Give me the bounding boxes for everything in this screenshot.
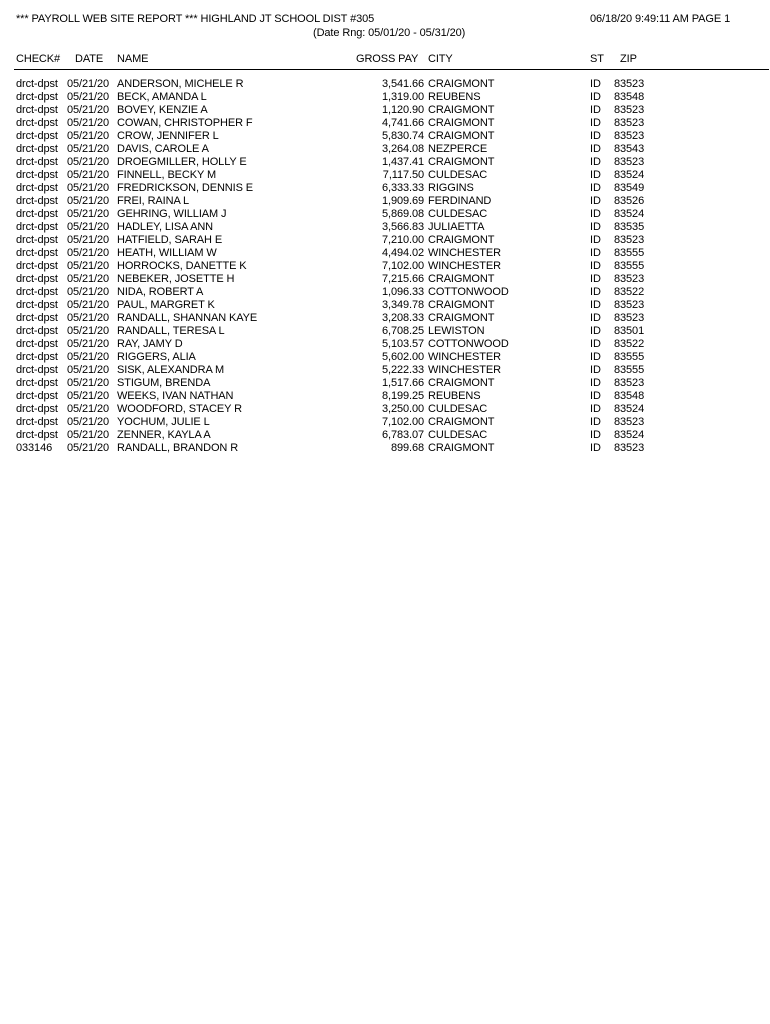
cell-city: CRAIGMONT <box>428 273 495 285</box>
table-row <box>0 234 770 247</box>
cell-name: HEATH, WILLIAM W <box>117 247 217 259</box>
cell-name: FREDRICKSON, DENNIS E <box>117 182 254 194</box>
table-row <box>0 195 770 208</box>
cell-gross-pay: 4,741.66 <box>381 117 424 129</box>
cell-state: ID <box>590 143 601 155</box>
report-timestamp: 06/18/20 9:49:11 AM PAGE 1 <box>590 13 731 25</box>
cell-name: RANDALL, TERESA L <box>117 325 225 337</box>
cell-state: ID <box>590 273 601 285</box>
cell-date: 05/21/20 <box>67 442 110 454</box>
cell-state: ID <box>590 312 601 324</box>
cell-city: NEZPERCE <box>428 143 488 155</box>
cell-city: CRAIGMONT <box>428 416 495 428</box>
cell-zip: 83523 <box>614 78 645 90</box>
cell-gross-pay: 3,541.66 <box>381 78 424 90</box>
cell-state: ID <box>590 156 601 168</box>
cell-check: drct-dpst <box>16 429 58 441</box>
cell-zip: 83548 <box>614 91 645 103</box>
cell-name: WEEKS, IVAN NATHAN <box>117 390 234 402</box>
cell-check: drct-dpst <box>16 247 58 259</box>
cell-city: CULDESAC <box>428 403 488 415</box>
report-date-range: (Date Rng: 05/01/20 - 05/31/20) <box>313 27 466 39</box>
table-row <box>0 130 770 143</box>
cell-check: 033146 <box>16 442 53 454</box>
table-row <box>0 117 770 130</box>
cell-city: CRAIGMONT <box>428 117 495 129</box>
cell-gross-pay: 6,333.33 <box>381 182 424 194</box>
cell-date: 05/21/20 <box>67 429 110 441</box>
cell-check: drct-dpst <box>16 260 58 272</box>
cell-name: NEBEKER, JOSETTE H <box>117 273 235 285</box>
cell-check: drct-dpst <box>16 286 58 298</box>
cell-city: RIGGINS <box>428 182 474 194</box>
cell-gross-pay: 3,208.33 <box>381 312 424 324</box>
cell-check: drct-dpst <box>16 390 58 402</box>
table-row <box>0 143 770 156</box>
header-divider <box>14 69 769 70</box>
cell-state: ID <box>590 208 601 220</box>
cell-date: 05/21/20 <box>67 286 110 298</box>
cell-name: CROW, JENNIFER L <box>117 130 219 142</box>
cell-zip: 83523 <box>614 312 645 324</box>
cell-check: drct-dpst <box>16 208 58 220</box>
cell-state: ID <box>590 403 601 415</box>
cell-check: drct-dpst <box>16 91 58 103</box>
cell-state: ID <box>590 351 601 363</box>
cell-zip: 83549 <box>614 182 645 194</box>
cell-zip: 83543 <box>614 143 645 155</box>
cell-state: ID <box>590 390 601 402</box>
table-row <box>0 169 770 182</box>
cell-check: drct-dpst <box>16 299 58 311</box>
cell-zip: 83523 <box>614 377 645 389</box>
table-row <box>0 286 770 299</box>
cell-state: ID <box>590 78 601 90</box>
cell-date: 05/21/20 <box>67 78 110 90</box>
cell-check: drct-dpst <box>16 338 58 350</box>
column-header-gross-pay: GROSS PAY <box>356 53 419 65</box>
cell-check: drct-dpst <box>16 312 58 324</box>
cell-city: CULDESAC <box>428 208 488 220</box>
cell-zip: 83548 <box>614 390 645 402</box>
cell-date: 05/21/20 <box>67 312 110 324</box>
cell-gross-pay: 5,103.57 <box>381 338 424 350</box>
cell-gross-pay: 4,494.02 <box>381 247 424 259</box>
cell-zip: 83524 <box>614 169 645 181</box>
cell-zip: 83526 <box>614 195 645 207</box>
cell-zip: 83501 <box>614 325 645 337</box>
cell-name: RIGGERS, ALIA <box>117 351 196 363</box>
cell-date: 05/21/20 <box>67 169 110 181</box>
cell-state: ID <box>590 182 601 194</box>
cell-date: 05/21/20 <box>67 403 110 415</box>
cell-name: NIDA, ROBERT A <box>117 286 204 298</box>
cell-check: drct-dpst <box>16 156 58 168</box>
cell-zip: 83555 <box>614 260 645 272</box>
cell-name: DAVIS, CAROLE A <box>117 143 209 155</box>
cell-city: CRAIGMONT <box>428 312 495 324</box>
cell-date: 05/21/20 <box>67 91 110 103</box>
cell-name: BOVEY, KENZIE A <box>117 104 208 116</box>
cell-check: drct-dpst <box>16 351 58 363</box>
cell-zip: 83523 <box>614 104 645 116</box>
cell-city: CRAIGMONT <box>428 130 495 142</box>
cell-date: 05/21/20 <box>67 390 110 402</box>
cell-zip: 83535 <box>614 221 645 233</box>
cell-state: ID <box>590 104 601 116</box>
cell-name: DROEGMILLER, HOLLY E <box>117 156 247 168</box>
cell-check: drct-dpst <box>16 221 58 233</box>
cell-gross-pay: 5,222.33 <box>381 364 424 376</box>
cell-city: WINCHESTER <box>428 351 501 363</box>
cell-check: drct-dpst <box>16 169 58 181</box>
cell-gross-pay: 1,319.00 <box>381 91 424 103</box>
cell-city: LEWISTON <box>428 325 485 337</box>
table-row <box>0 429 770 442</box>
cell-check: drct-dpst <box>16 130 58 142</box>
table-row <box>0 377 770 390</box>
cell-state: ID <box>590 234 601 246</box>
table-row <box>0 351 770 364</box>
cell-name: RAY, JAMY D <box>117 338 183 350</box>
cell-date: 05/21/20 <box>67 364 110 376</box>
cell-state: ID <box>590 260 601 272</box>
cell-date: 05/21/20 <box>67 351 110 363</box>
table-row <box>0 260 770 273</box>
cell-zip: 83523 <box>614 234 645 246</box>
cell-check: drct-dpst <box>16 325 58 337</box>
table-row <box>0 208 770 221</box>
cell-check: drct-dpst <box>16 377 58 389</box>
cell-gross-pay: 1,909.69 <box>381 195 424 207</box>
cell-gross-pay: 7,102.00 <box>381 260 424 272</box>
cell-gross-pay: 3,250.00 <box>381 403 424 415</box>
cell-check: drct-dpst <box>16 364 58 376</box>
cell-city: WINCHESTER <box>428 247 501 259</box>
cell-name: COWAN, CHRISTOPHER F <box>117 117 253 129</box>
cell-state: ID <box>590 117 601 129</box>
cell-check: drct-dpst <box>16 273 58 285</box>
cell-date: 05/21/20 <box>67 377 110 389</box>
cell-check: drct-dpst <box>16 143 58 155</box>
cell-name: WOODFORD, STACEY R <box>117 403 242 415</box>
column-header-date: DATE <box>75 53 104 65</box>
cell-date: 05/21/20 <box>67 273 110 285</box>
cell-gross-pay: 899.68 <box>390 442 424 454</box>
cell-zip: 83523 <box>614 117 645 129</box>
table-row <box>0 182 770 195</box>
cell-zip: 83524 <box>614 429 645 441</box>
cell-check: drct-dpst <box>16 117 58 129</box>
cell-city: CRAIGMONT <box>428 299 495 311</box>
cell-city: CRAIGMONT <box>428 377 495 389</box>
cell-name: YOCHUM, JULIE L <box>117 416 210 428</box>
cell-gross-pay: 1,437.41 <box>381 156 424 168</box>
column-header-check: CHECK# <box>16 53 61 65</box>
column-header-city: CITY <box>428 53 453 65</box>
cell-check: drct-dpst <box>16 416 58 428</box>
cell-check: drct-dpst <box>16 104 58 116</box>
cell-name: RANDALL, SHANNAN KAYE <box>117 312 258 324</box>
cell-date: 05/21/20 <box>67 416 110 428</box>
cell-date: 05/21/20 <box>67 195 110 207</box>
cell-name: GEHRING, WILLIAM J <box>117 208 227 220</box>
cell-state: ID <box>590 364 601 376</box>
cell-gross-pay: 5,830.74 <box>381 130 424 142</box>
table-row <box>0 299 770 312</box>
cell-state: ID <box>590 221 601 233</box>
cell-city: CRAIGMONT <box>428 156 495 168</box>
cell-date: 05/21/20 <box>67 260 110 272</box>
cell-city: CRAIGMONT <box>428 78 495 90</box>
cell-city: REUBENS <box>428 91 481 103</box>
cell-date: 05/21/20 <box>67 117 110 129</box>
table-row <box>0 338 770 351</box>
cell-zip: 83523 <box>614 273 645 285</box>
cell-zip: 83523 <box>614 156 645 168</box>
cell-gross-pay: 3,349.78 <box>381 299 424 311</box>
cell-gross-pay: 3,264.08 <box>381 143 424 155</box>
cell-zip: 83522 <box>614 338 645 350</box>
cell-city: JULIAETTA <box>428 221 485 233</box>
cell-city: COTTONWOOD <box>428 286 509 298</box>
cell-date: 05/21/20 <box>67 208 110 220</box>
cell-state: ID <box>590 195 601 207</box>
table-row <box>0 78 770 91</box>
cell-state: ID <box>590 286 601 298</box>
table-row <box>0 156 770 169</box>
cell-state: ID <box>590 416 601 428</box>
table-row <box>0 247 770 260</box>
cell-state: ID <box>590 338 601 350</box>
cell-city: COTTONWOOD <box>428 338 509 350</box>
table-row <box>0 403 770 416</box>
payroll-table <box>0 78 770 455</box>
cell-state: ID <box>590 299 601 311</box>
cell-zip: 83523 <box>614 442 645 454</box>
table-row <box>0 416 770 429</box>
cell-check: drct-dpst <box>16 234 58 246</box>
cell-zip: 83555 <box>614 247 645 259</box>
cell-zip: 83555 <box>614 351 645 363</box>
cell-zip: 83522 <box>614 286 645 298</box>
cell-name: FREI, RAINA L <box>117 195 190 207</box>
cell-city: REUBENS <box>428 390 481 402</box>
table-row <box>0 273 770 286</box>
table-row <box>0 104 770 117</box>
cell-zip: 83555 <box>614 364 645 376</box>
cell-zip: 83523 <box>614 416 645 428</box>
cell-name: HATFIELD, SARAH E <box>117 234 223 246</box>
cell-check: drct-dpst <box>16 78 58 90</box>
cell-name: HADLEY, LISA ANN <box>117 221 214 233</box>
cell-state: ID <box>590 91 601 103</box>
cell-check: drct-dpst <box>16 195 58 207</box>
cell-state: ID <box>590 429 601 441</box>
cell-date: 05/21/20 <box>67 247 110 259</box>
cell-name: FINNELL, BECKY M <box>117 169 217 181</box>
table-row <box>0 221 770 234</box>
cell-date: 05/21/20 <box>67 182 110 194</box>
cell-gross-pay: 1,096.33 <box>381 286 424 298</box>
cell-date: 05/21/20 <box>67 234 110 246</box>
cell-name: STIGUM, BRENDA <box>117 377 211 389</box>
cell-gross-pay: 7,215.66 <box>381 273 424 285</box>
cell-gross-pay: 8,199.25 <box>381 390 424 402</box>
cell-city: WINCHESTER <box>428 364 501 376</box>
cell-gross-pay: 1,120.90 <box>381 104 424 116</box>
cell-gross-pay: 7,117.50 <box>382 169 424 181</box>
cell-state: ID <box>590 325 601 337</box>
column-header-st: ST <box>590 53 604 65</box>
cell-gross-pay: 5,869.08 <box>381 208 424 220</box>
table-row <box>0 91 770 104</box>
column-header-name: NAME <box>117 53 149 65</box>
cell-date: 05/21/20 <box>67 221 110 233</box>
cell-city: FERDINAND <box>428 195 492 207</box>
cell-state: ID <box>590 247 601 259</box>
cell-check: drct-dpst <box>16 403 58 415</box>
table-row <box>0 325 770 338</box>
table-row <box>0 312 770 325</box>
cell-gross-pay: 7,102.00 <box>381 416 424 428</box>
cell-state: ID <box>590 377 601 389</box>
cell-city: CULDESAC <box>428 429 488 441</box>
column-header-zip: ZIP <box>620 53 637 65</box>
cell-city: WINCHESTER <box>428 260 501 272</box>
cell-gross-pay: 3,566.83 <box>381 221 424 233</box>
cell-gross-pay: 5,602.00 <box>381 351 424 363</box>
cell-date: 05/21/20 <box>67 299 110 311</box>
cell-city: CRAIGMONT <box>428 234 495 246</box>
cell-name: PAUL, MARGRET K <box>117 299 215 311</box>
cell-date: 05/21/20 <box>67 104 110 116</box>
cell-date: 05/21/20 <box>67 156 110 168</box>
cell-zip: 83523 <box>614 299 645 311</box>
cell-gross-pay: 6,708.25 <box>381 325 424 337</box>
cell-city: CRAIGMONT <box>428 104 495 116</box>
cell-name: SISK, ALEXANDRA M <box>117 364 225 376</box>
cell-check: drct-dpst <box>16 182 58 194</box>
cell-zip: 83524 <box>614 208 645 220</box>
cell-name: ANDERSON, MICHELE R <box>117 78 244 90</box>
cell-gross-pay: 1,517.66 <box>381 377 424 389</box>
cell-state: ID <box>590 130 601 142</box>
cell-state: ID <box>590 169 601 181</box>
cell-name: ZENNER, KAYLA A <box>117 429 211 441</box>
cell-date: 05/21/20 <box>67 338 110 350</box>
report-title: *** PAYROLL WEB SITE REPORT *** HIGHLAND JT SCHOOL DIST #305 <box>16 13 375 25</box>
cell-zip: 83524 <box>614 403 645 415</box>
cell-city: CRAIGMONT <box>428 442 495 454</box>
cell-zip: 83523 <box>614 130 645 142</box>
cell-date: 05/21/20 <box>67 325 110 337</box>
cell-name: RANDALL, BRANDON R <box>117 442 239 454</box>
table-row <box>0 390 770 403</box>
cell-name: BECK, AMANDA L <box>117 91 207 103</box>
cell-city: CULDESAC <box>428 169 488 181</box>
table-row <box>0 442 770 455</box>
cell-date: 05/21/20 <box>67 130 110 142</box>
cell-date: 05/21/20 <box>67 143 110 155</box>
cell-state: ID <box>590 442 601 454</box>
table-row <box>0 364 770 377</box>
cell-name: HORROCKS, DANETTE K <box>117 260 247 272</box>
cell-gross-pay: 6,783.07 <box>381 429 424 441</box>
cell-gross-pay: 7,210.00 <box>381 234 424 246</box>
